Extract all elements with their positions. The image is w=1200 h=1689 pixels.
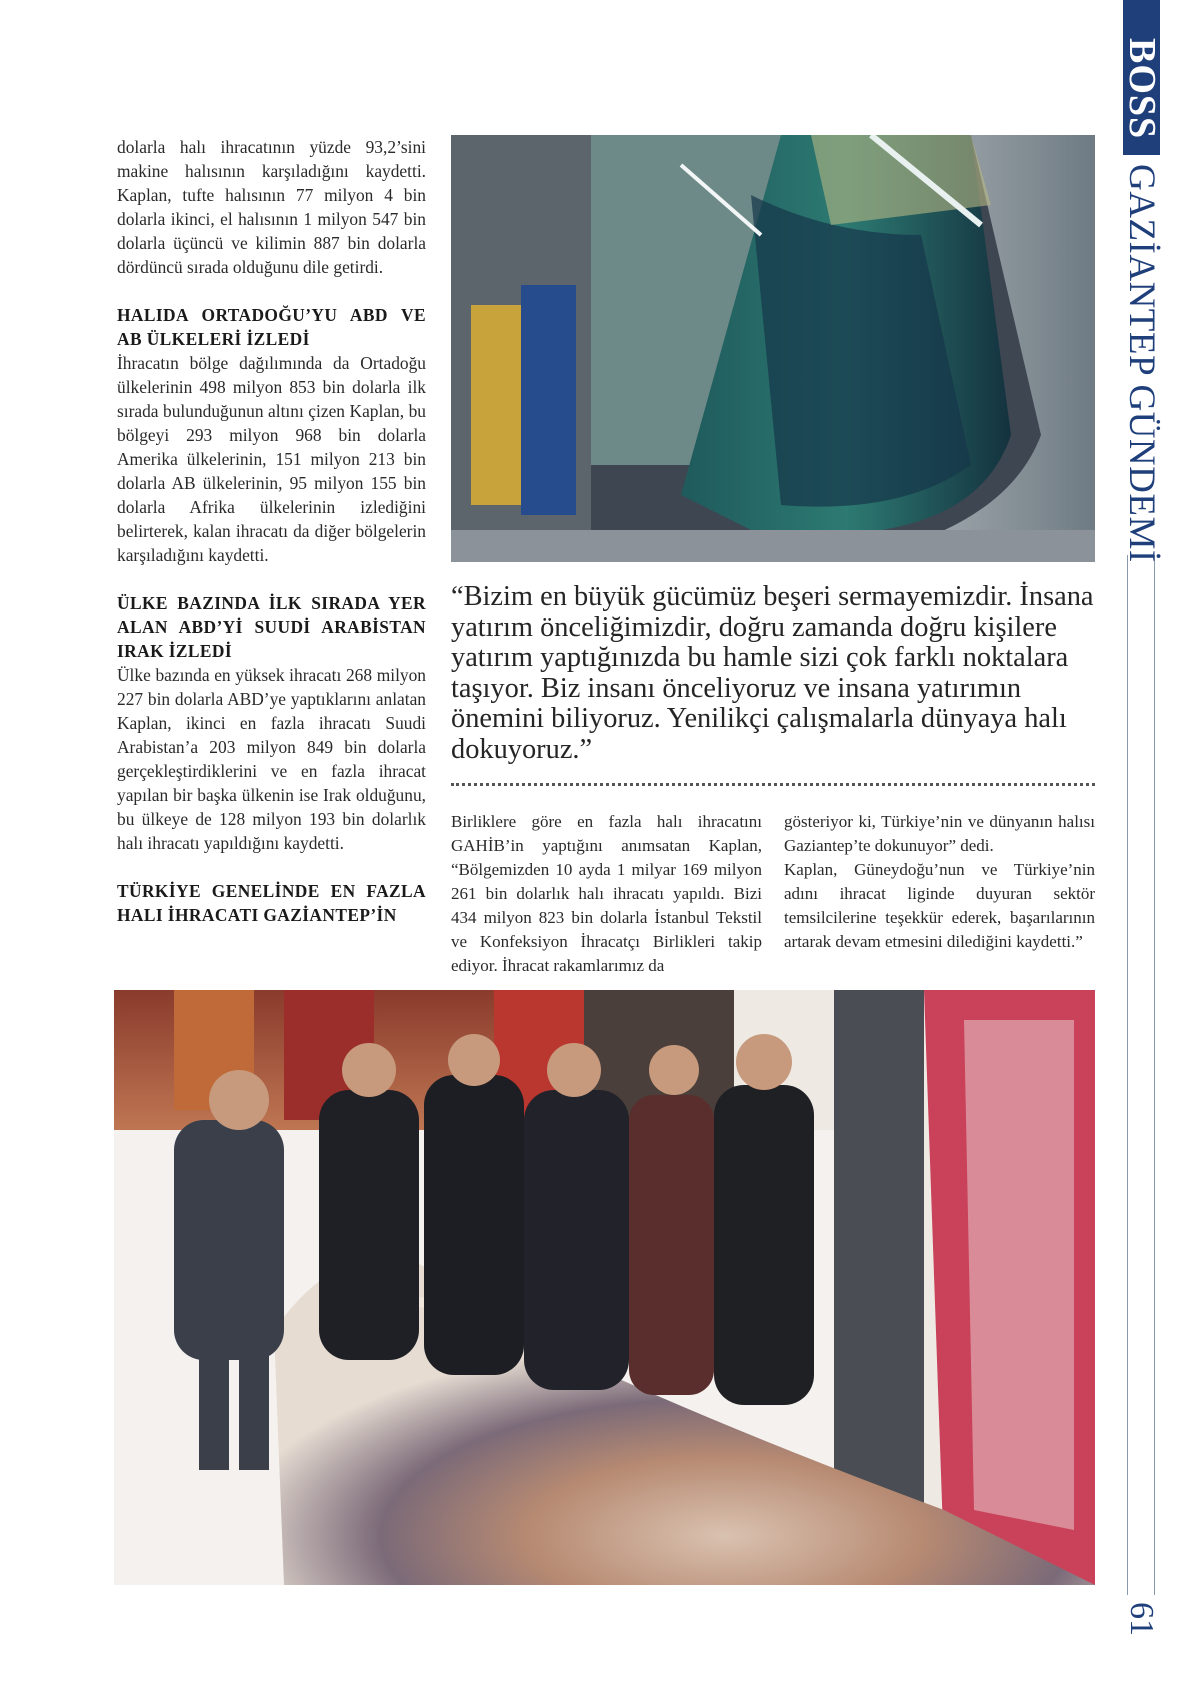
paragraph: Ülke bazında en yüksek ihracatı 268 milyon 227 bin dolarla ABD’ye yaptıklarını anlatan Kaplan, ikinci en fazla ihracatı Suudi Arabistan’a 203 milyon 849 bin dolarla gerçekleştirdiklerini ve en fazla ihracat yapılan bir başka ülkenin ise Irak olduğunu, bu ülkeye de 128 milyon 193 bin dolarlık halı ihracatı yapıldığını kaydetti. xyxy=(117,665,426,853)
subheading: HALIDA ORTADOĞU’YU ABD VE AB ÜLKELERİ İZLEDİ xyxy=(117,305,426,349)
middle-left-column xyxy=(451,810,762,978)
paragraph: Kaplan, Güneydoğu’nun ve Türkiye’nin adını ihracat liginde duyuran sektör temsilcilerine teşekkür ederek, başarılarının artarak devam etmesini dilediğini kaydetti.” xyxy=(784,860,1095,951)
subheading: TÜRKİYE GENELİNDE EN FAZLA HALI İHRACATI GAZİANTEP’İN xyxy=(117,881,426,925)
banner-rule xyxy=(1127,555,1128,1595)
banner-rule xyxy=(1154,555,1155,1595)
showroom-photo xyxy=(114,990,1095,1585)
paragraph: dolarla halı ihracatının yüzde 93,2’sini makine halısının karşıladığını kaydetti. Kaplan, tufte halısının 77 milyon 4 bin dolarla ikinci, el halısının 1 milyon 547 bin dolarla üçüncü ve kilimin 887 bin dolarla dördüncü sırada olduğunu dile getirdi. xyxy=(117,137,426,277)
paragraph: İhracatın bölge dağılımında da Ortadoğu ülkelerinin 498 milyon 853 bin dolarla ilk sırada bulunduğunun altını çizen Kaplan, bu bölgeyi 293 milyon 968 bin dolarla Amerika ülkelerinin, 151 milyon 213 bin dolarla AB ülkelerinin, 95 milyon 155 bin dolarla Afrika ülkelerinin izlediğini belirterek, kalan ihracatı da diğer bölgelerin karşıladığını kaydetti. xyxy=(117,353,426,565)
carpet-loom-photo xyxy=(451,135,1095,562)
page-number: 61 xyxy=(1123,1602,1160,1636)
left-column xyxy=(117,135,426,927)
middle-right-column xyxy=(784,810,1095,954)
dotted-divider xyxy=(451,783,1095,786)
subheading: ÜLKE BAZINDA İLK SIRADA YER ALAN ABD’Yİ SUUDİ ARABİSTAN IRAK İZLEDİ xyxy=(117,593,426,661)
paragraph: gösteriyor ki, Türkiye’nin ve dünyanın halısı Gaziantep’te dokunuyor” dedi. xyxy=(784,812,1095,855)
paragraph: Birliklere göre en fazla halı ihracatını GAHİB’in yaptığını anımsatan Kaplan, “Bölgemizden 10 ayda 1 milyar 169 milyon 261 bin dolarlık halı ihracatı yapıldı. Bizi 434 milyon 823 bin dolarla İstanbul Tekstil ve Konfeksiyon İhracatçı Birlikleri takip ediyor. İhracat rakamlarımız da xyxy=(451,812,762,975)
pull-quote: “Bizim en büyük gücümüz beşeri sermayemizdir. İnsana yatırım önceliğimizdir, doğru zamanda doğru kişilere yatırım yaptığınızda bu hamle sizi çok farklı noktalara taşıyor. Biz insanı önceliyoruz ve insana yatırımın önemini biliyoruz. Yenilikçi çalışmalarla dünyaya halı dokuyoruz.” xyxy=(451,581,1094,765)
magazine-logo: BOSS xyxy=(1121,38,1163,140)
section-title: GAZİANTEP GÜNDEMİ xyxy=(1121,164,1162,563)
